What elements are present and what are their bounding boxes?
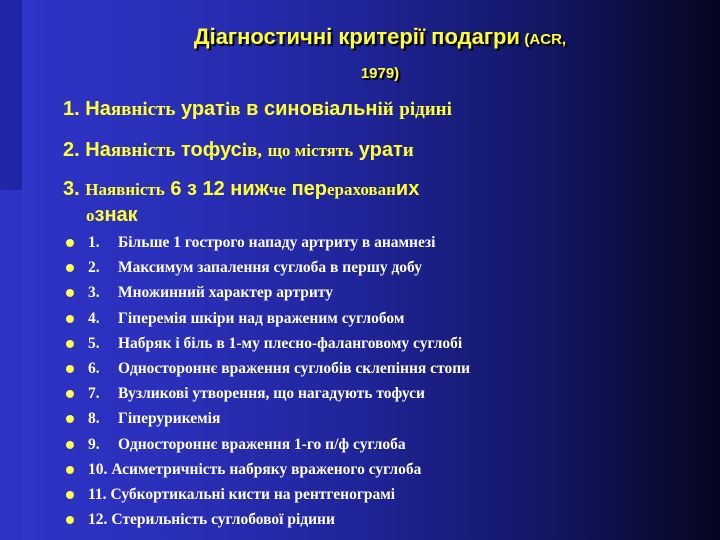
- item-text: Більше 1 гострого нападу артриту в анамнезі: [118, 234, 436, 251]
- bullet-icon: [66, 390, 74, 398]
- criterion-text-part: альн: [329, 98, 378, 120]
- criterion-text-part: урат: [358, 139, 403, 161]
- list-item: [64, 331, 470, 356]
- title-sub-2: 1979): [360, 65, 400, 82]
- item-number: 11.: [88, 485, 107, 503]
- bullet-icon: [66, 491, 74, 499]
- criterion-text-part: ів,: [241, 140, 263, 161]
- bullet-icon: [66, 516, 74, 524]
- bullet-icon: [66, 239, 74, 247]
- item-number: 2.: [88, 259, 100, 277]
- criterion-text-part: и: [402, 140, 414, 161]
- criterion-3-continuation: [86, 202, 720, 229]
- criterion-text-part: Наявність: [85, 180, 165, 199]
- criterion-text-part: явність: [110, 140, 176, 161]
- title-sub-1: (ACR,: [524, 31, 567, 48]
- list-item: [64, 230, 470, 255]
- criterion-3: [63, 176, 703, 203]
- criterion-1: [63, 96, 703, 123]
- item-number: 7.: [88, 385, 100, 403]
- list-item: [64, 280, 470, 305]
- item-text: Вузликові утворення, що нагадують тофуси: [118, 385, 425, 403]
- item-number: 12.: [88, 511, 108, 529]
- bullet-icon: [66, 441, 74, 449]
- criterion-number: 2.: [63, 139, 80, 161]
- item-number: 5.: [88, 334, 100, 352]
- criterion-text-part: явність: [110, 99, 176, 120]
- item-text: Гіперемія шкіри над враженим суглобом: [118, 309, 405, 327]
- criterion-2: [63, 137, 703, 164]
- criterion-text-part: і: [323, 99, 330, 120]
- bullet-icon: [66, 315, 74, 323]
- list-item: [64, 381, 470, 406]
- item-number: 1.: [88, 234, 100, 251]
- bullet-icon: [66, 466, 74, 474]
- decor-bar: [0, 0, 22, 190]
- item-number: 8.: [88, 410, 100, 428]
- list-item: [64, 507, 470, 532]
- feature-list: [64, 230, 470, 532]
- criterion-text-part: ерахован: [327, 180, 396, 199]
- criterion-text-part: тофус: [180, 139, 242, 161]
- decor-bar-shade: [22, 0, 36, 540]
- list-item: [64, 457, 470, 482]
- bullet-icon: [66, 264, 74, 272]
- list-item: [64, 406, 470, 431]
- item-text: Стерильність суглобової рідини: [111, 511, 335, 529]
- criterion-text-part: рідині: [399, 99, 452, 120]
- criterion-text-part: пер: [291, 178, 327, 200]
- criterion-text-part: их: [395, 178, 420, 200]
- criterion-number: 3.: [63, 178, 80, 200]
- criterion-text-part: знак: [94, 204, 138, 226]
- item-number: 4.: [88, 309, 100, 327]
- item-text: Одностороннє враження суглобів склепіння стопи: [118, 359, 471, 377]
- item-text: Одностороннє враження 1-го п/ф суглоба: [118, 435, 406, 453]
- item-text: Максимум запалення суглоба в першу добу: [118, 259, 422, 277]
- criterion-text-part: На: [85, 139, 111, 161]
- bullet-icon: [66, 289, 74, 297]
- list-item: [64, 482, 470, 507]
- item-text: Набряк і біль в 1-му плесно-фаланговому суглобі: [118, 334, 463, 352]
- list-item: [64, 356, 470, 381]
- list-item: [64, 306, 470, 331]
- criterion-number: 1.: [63, 98, 80, 120]
- criterion-text-part: 6 з 12 ниж: [170, 178, 269, 200]
- item-text: Гіперурикемія: [118, 410, 221, 428]
- item-number: 10.: [88, 460, 108, 478]
- criterion-text-part: що містять: [267, 141, 354, 160]
- item-text: Множинний характер артриту: [118, 284, 333, 302]
- item-number: 9.: [88, 435, 100, 453]
- criterion-text-part: урат: [180, 98, 225, 120]
- list-item: [64, 432, 470, 457]
- criterion-text-part: о: [86, 206, 95, 225]
- item-number: 6.: [88, 359, 100, 377]
- criterion-text-part: На: [85, 98, 111, 120]
- bullet-icon: [66, 415, 74, 423]
- criterion-text-part: че: [268, 180, 287, 199]
- item-text: Субкортикальні кисти на рентгенограмі: [110, 485, 396, 503]
- bullet-icon: [66, 340, 74, 348]
- criterion-text-part: ій: [377, 99, 394, 120]
- slide-title: [60, 20, 700, 91]
- criterion-text-part: в синов: [246, 98, 324, 120]
- criterion-text-part: ів: [224, 99, 241, 120]
- item-number: 3.: [88, 284, 100, 302]
- bullet-icon: [66, 365, 74, 373]
- title-main: Діагностичні критерії подагри: [193, 24, 520, 49]
- list-item: [64, 255, 470, 280]
- item-text: Асиметричність набряку враженого суглоба: [111, 460, 422, 478]
